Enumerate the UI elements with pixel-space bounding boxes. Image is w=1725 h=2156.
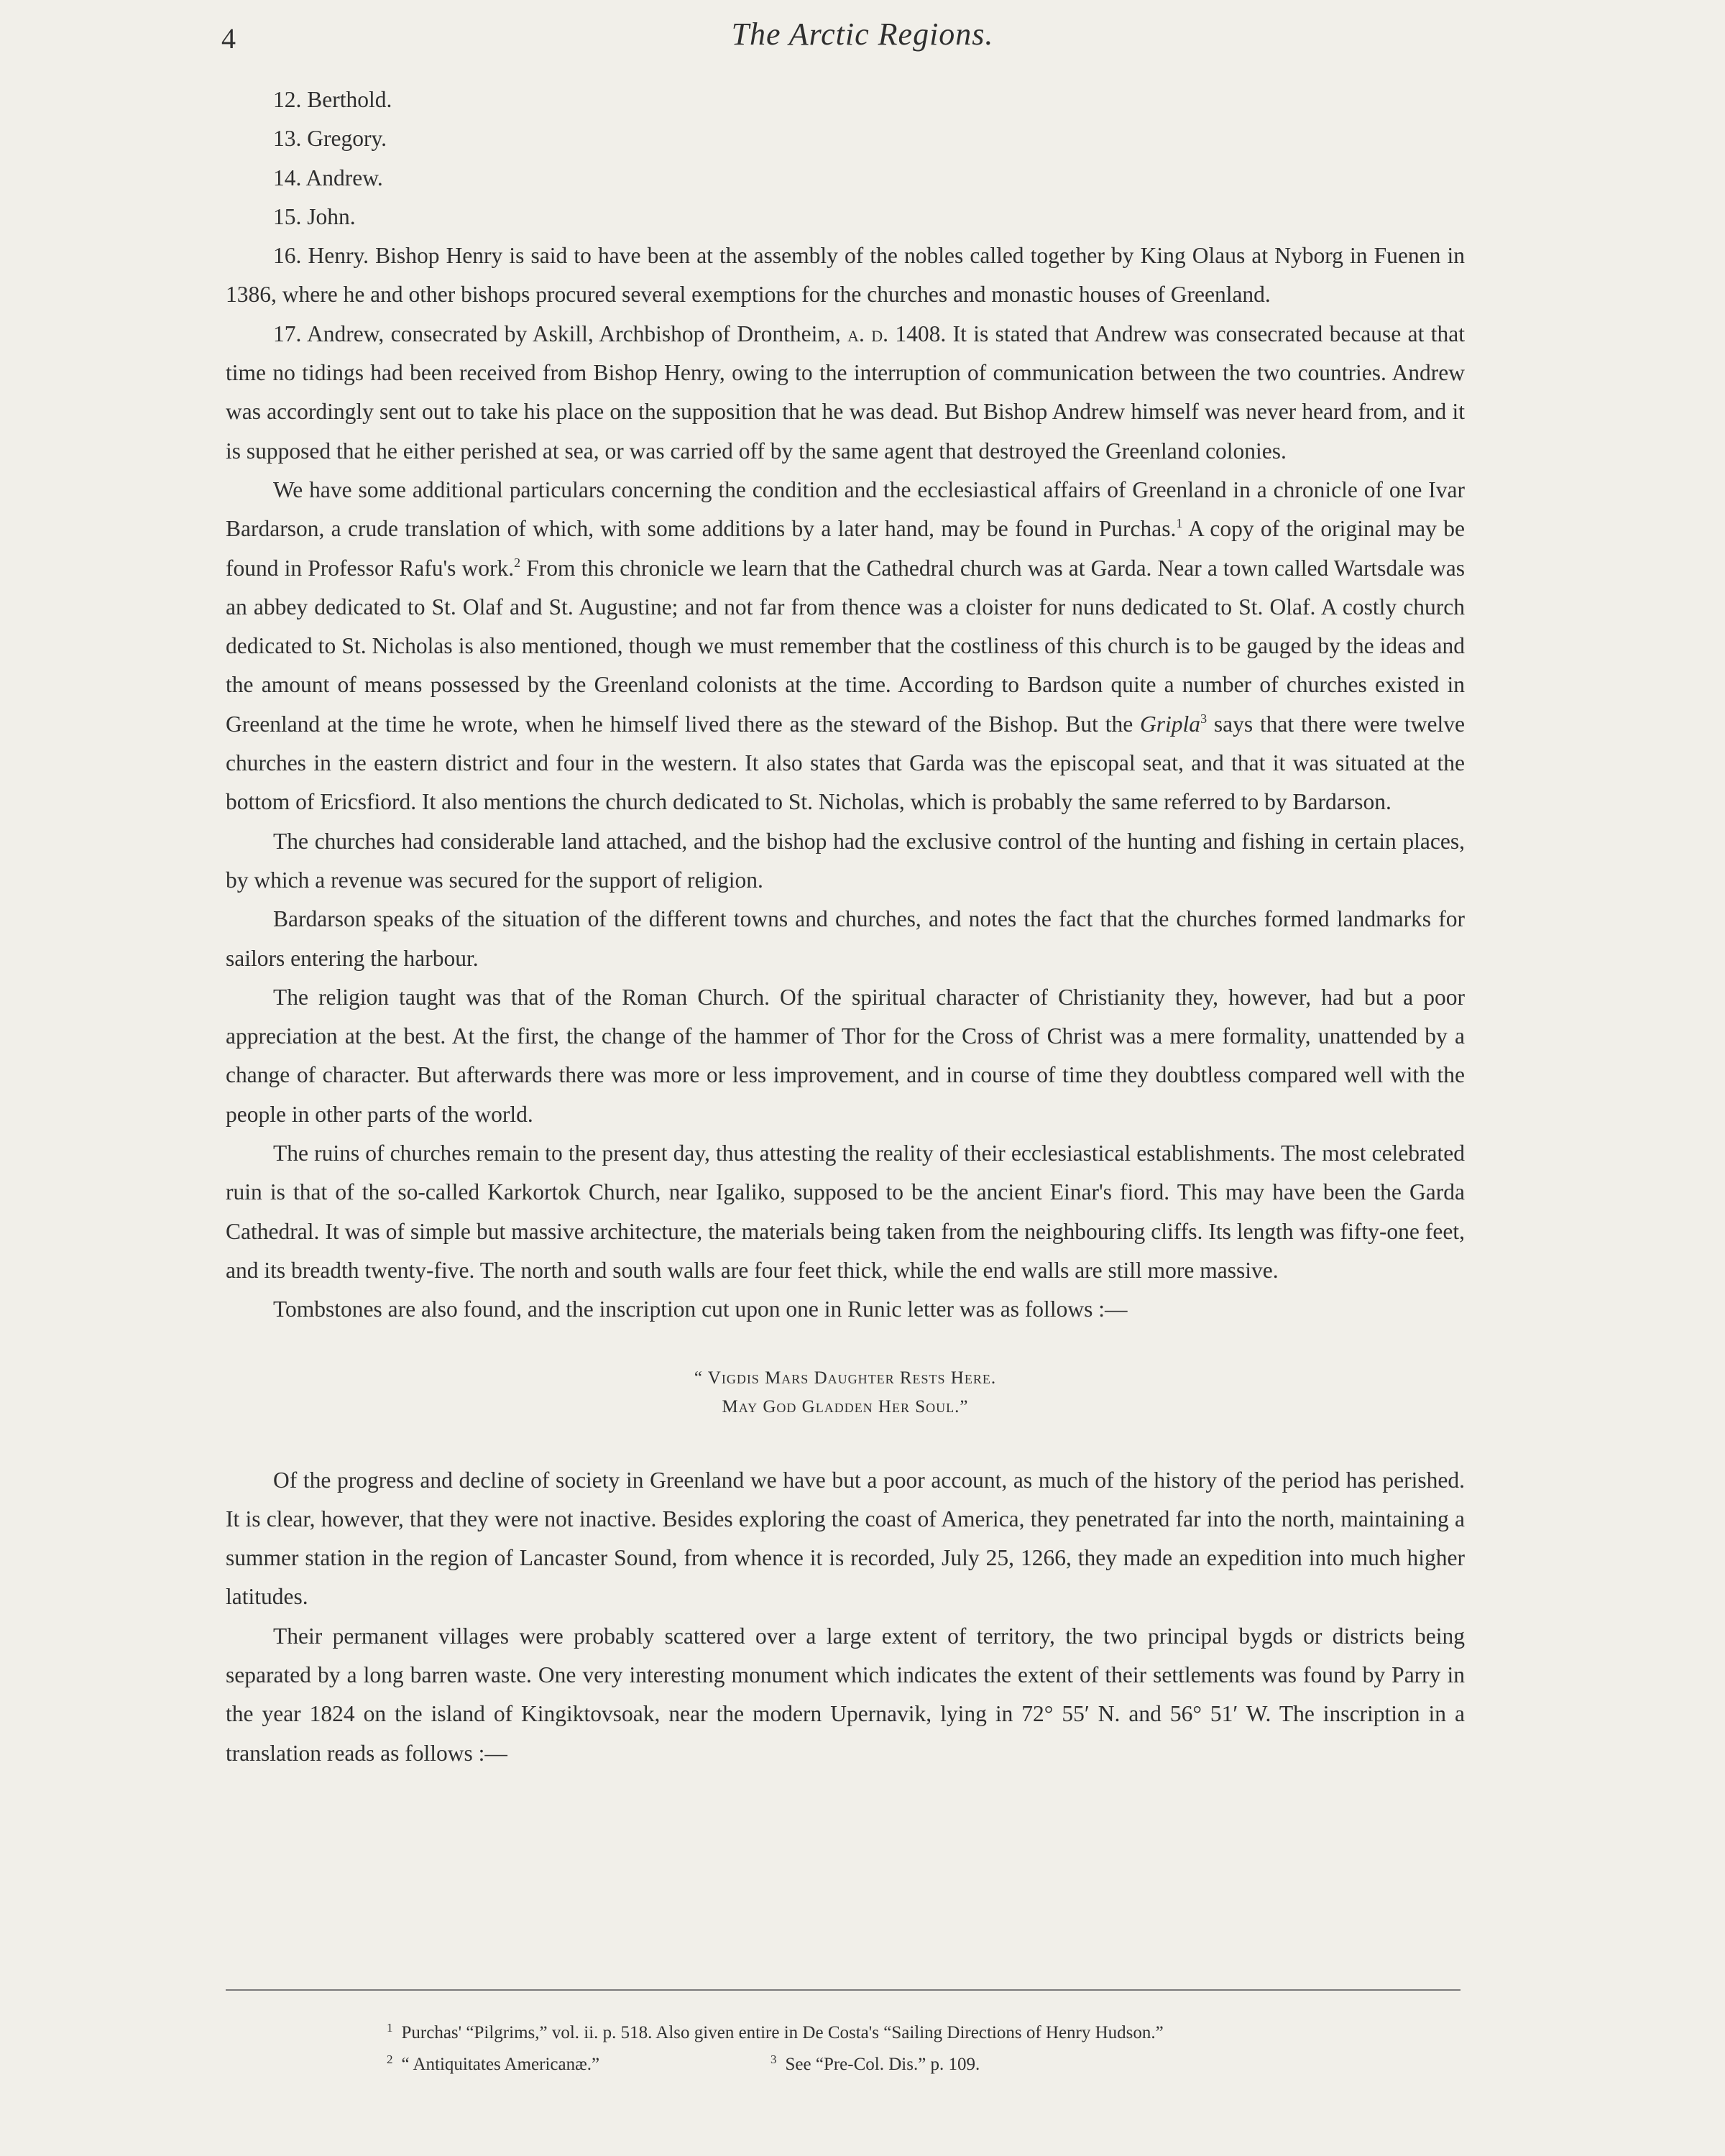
ivar-text-1: We have some additional particulars concerning the condition and the ecclesiastical affairs of Greenland in a chronicle of one Ivar Bardarson, a crude translation of which, with some additions by a later hand, may be found in Purchas. [226,476,1465,542]
runic-inscription [226,1364,1465,1422]
footnotes [226,2012,1460,2076]
paragraph-bardarson: Bardarson speaks of the situation of the different towns and churches, and notes the fact that the churches formed landmarks for sailors entering the harbour. [226,906,1465,971]
footnote-1-mark: 1 [387,2021,393,2035]
footnote-2-text: “ Antiquitates Americanæ.” [401,2055,600,2074]
list-item: 15. John. [273,203,356,229]
footnote-3 [770,2044,980,2081]
footnote-ref-3: 3 [1200,711,1208,726]
ivar-text-2: A copy of the original may be found in Professor Rafu's work. [226,516,1465,581]
paragraph-land: The churches had considerable land attached, and the bishop had the exclusive control of the hunting and fishing in certain places, by which a revenue was secured for the support of religion. [226,828,1465,893]
page-number: 4 [221,22,236,55]
gripla-title: Gripla [1140,711,1201,737]
footnote-3-mark: 3 [770,2053,777,2066]
paragraph-henry: 16. Henry. Bishop Henry is said to have been at the assembly of the nobles called together by King Olaus at Nyborg in Fuenen in 1386, where he and other bishops procured several exemptions for the churches and monastic houses of Greenland. [226,243,1465,308]
list-item: 14. Andrew. [273,165,383,190]
paragraph-ivar [226,471,1465,822]
andrew-ad: a. d. [847,321,888,346]
andrew-text-a: 17. Andrew, consecrated by Askill, Archbishop of Drontheim, [273,321,841,346]
ivar-text-4: says that there were twelve churches in the eastern district and four in the western. It also states that Garda was the episcopal seat, and that it was situated at the bottom of Ericsfiord. It also mentions the church dedicated to St. Nicholas, which is probably the same referred to by Bardarson. [226,711,1465,815]
footnote-2-mark: 2 [387,2053,393,2066]
ivar-text-3: From this chronicle we learn that the Cathedral church was at Garda. Near a town called Wartsdale was an abbey dedicated to St. Olaf and St. Augustine; and not far from thence was a cloister for nuns dedicated to St. Olaf. A costly church dedicated to St. Nicholas is also mentioned, though we must remember that the costliness of this church is to be gauged by the ideas and the amount of means possessed by the Greenland colonists at the time. According to Bardson quite a number of churches existed in Greenland at the time he wrote, when he himself lived there as the steward of the Bishop. But the [226,555,1465,737]
paragraph-ruins: The ruins of churches remain to the present day, thus attesting the reality of their ecclesiastical establishments. The most celebrated ruin is that of the so-called Karkortok Church, near Igaliko, supposed to be the ancient Einar's fiord. This may have been the Garda Cathedral. It was of simple but massive architecture, the materials being taken from the neighbouring cliffs. Its length was fifty-one feet, and its breadth twenty-five. The north and south walls are four feet thick, while the end walls are still more massive. [226,1141,1465,1283]
paragraph-andrew [226,315,1465,471]
footnote-row [226,2044,1460,2076]
paragraph-progress: Of the progress and decline of society in Greenland we have but a poor account, as much of the history of the period has perished. It is clear, however, that they were not inactive. Besides exploring the coast of America, they penetrated far into the north, maintaining a summer station in the region of Lancaster Sound, from whence it is recorded, July 25, 1266, they made an expedition into much higher latitudes. [226,1467,1465,1610]
list-item: 13. Gregory. [273,126,387,152]
footnote-2 [387,2044,599,2081]
footnote-ref-1: 1 [1176,516,1183,531]
andrew-text-b: 1408. It is stated that Andrew was consecrated because at that time no tidings had been received from Bishop Henry, owing to the interruption of communication between the two countries. Andrew was accordingly sent out to take his place on the supposition that he was dead. But Bishop Andrew himself was never heard from, and it is supposed that he either perished at sea, or was carried off by the same agent that destroyed the Greenland colonies. [226,321,1466,464]
inscription-line: May God Gladden Her Soul.” [722,1396,969,1416]
list-item: 12. Berthold. [273,87,392,112]
footnote-1-text: Purchas' “Pilgrims,” vol. ii. p. 518. Also given entire in De Costa's “Sailing Directions of Henry Hudson.” [401,2023,1164,2042]
running-title: The Arctic Regions. [731,17,994,52]
body-text [226,80,1465,1773]
inscription-line: “ Vigdis Mars Daughter Rests Here. [694,1368,997,1388]
paragraph-villages: Their permanent villages were probably scattered over a large extent of territory, the two principal bygds or districts being separated by a long barren waste. One very interesting monument which indicates the extent of their settlements was found by Parry in the year 1824 on the island of Kingiktovsoak, near the modern Upernavik, lying in 72° 55′ N. and 56° 51′ W. The inscription in a translation reads as follows :— [226,1623,1465,1766]
paragraph-tombstones: Tombstones are also found, and the inscription cut upon one in Runic letter was as follows :— [273,1296,1128,1322]
footnote-3-text: See “Pre-Col. Dis.” p. 109. [785,2055,980,2074]
paragraph-religion: The religion taught was that of the Roman Church. Of the spiritual character of Christianity they, however, had but a poor appreciation at the best. At the first, the change of the hammer of Thor for the Cross of Christ was a mere formality, unattended by a change of character. But afterwards there was more or less improvement, and in course of time they doubtless compared well with the people in other parts of the world. [226,984,1465,1127]
footnote-divider [226,1989,1460,1991]
footnote-ref-2: 2 [514,555,521,570]
footnote-row [226,2012,1460,2044]
page-header [0,16,1725,66]
